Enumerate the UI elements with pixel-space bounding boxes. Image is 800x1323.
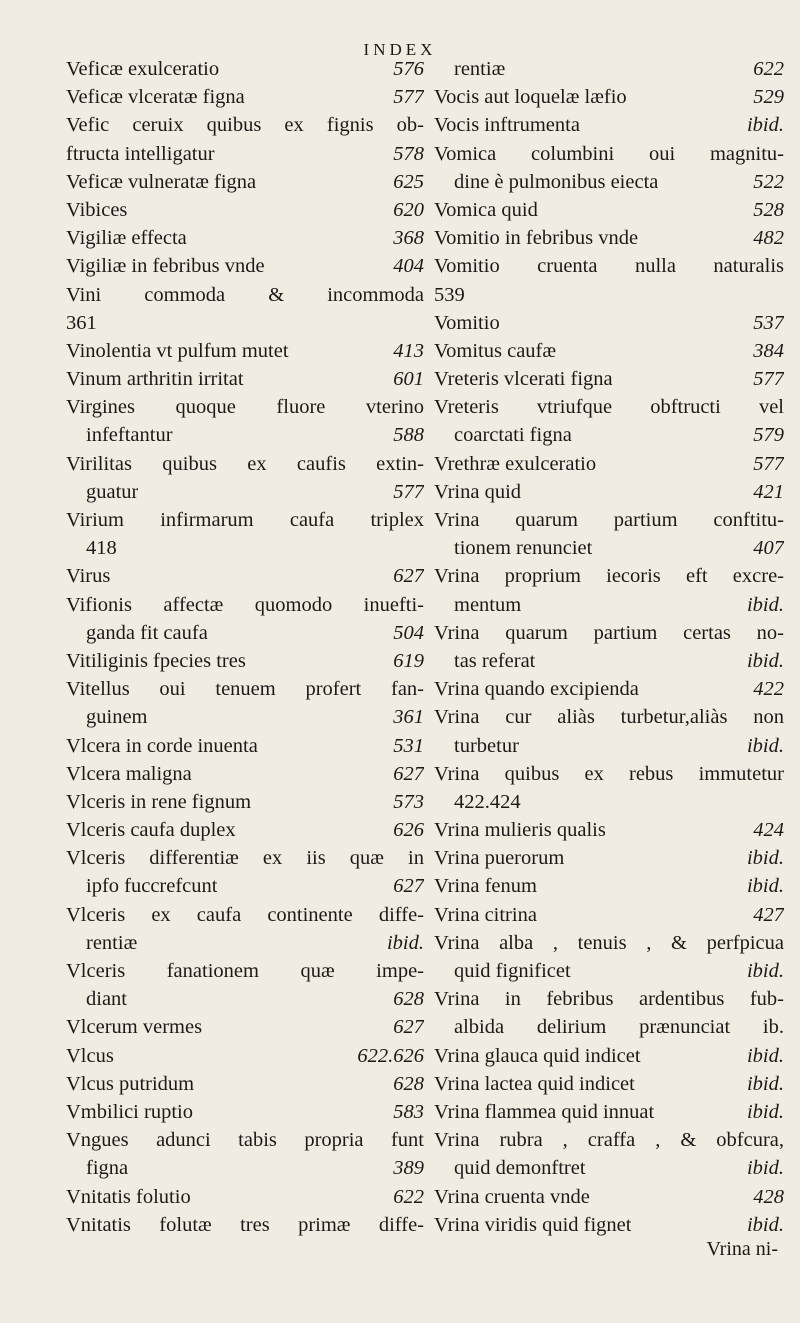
entry-text: rentiæ (454, 58, 506, 80)
index-entry-line (434, 1126, 784, 1154)
entry-text: Vnitatis folutæ tres primæ diffe- (66, 1213, 424, 1236)
index-entry-line (66, 816, 424, 844)
entry-text: Virus (66, 565, 111, 588)
index-entry-line (66, 1070, 424, 1098)
entry-text: guinem (86, 706, 148, 729)
page-reference: 627 (393, 875, 424, 898)
entry-text: Vomitus caufæ (434, 339, 557, 362)
entry-text: ftructa intelligatur (66, 142, 215, 165)
index-entry-line (434, 703, 784, 731)
page-reference: ibid. (746, 734, 784, 757)
entry-text: dine è pulmonibus eiecta (454, 170, 659, 193)
index-entry-line (434, 760, 784, 788)
page-reference: 522 (753, 170, 784, 193)
index-entry-line (66, 506, 424, 534)
entry-text: Vlcera maligna (66, 762, 192, 785)
entry-text: Vrina flammea quid innuat (434, 1100, 655, 1123)
index-entry-line (434, 224, 784, 252)
entry-text: Vrina quibus ex rebus immutetur (434, 762, 784, 785)
index-entry-line (434, 337, 784, 365)
index-entry-line (434, 562, 784, 590)
index-entry-line (434, 788, 784, 816)
entry-text: Vinum arthritin irritat (66, 368, 244, 391)
entry-text: Vini commoda & incommoda (66, 283, 424, 306)
index-entry-line (434, 619, 784, 647)
entry-text: mentum (454, 593, 522, 616)
page-reference: 577 (753, 452, 784, 475)
entry-text: Vrina proprium iecoris eft excre- (434, 565, 784, 588)
entry-text: tionem renunciet (454, 537, 593, 560)
index-entry-line (66, 1126, 424, 1154)
entry-text: Vrina quarum partium certas no- (434, 621, 784, 644)
page-reference: 421 (753, 480, 784, 503)
page-reference: 531 (393, 734, 424, 757)
page-reference: 577 (393, 480, 424, 503)
index-entry-line (434, 1042, 784, 1070)
index-entry-line (434, 957, 784, 985)
index-entry-line (66, 478, 424, 506)
entry-text: Vrina in febribus ardentibus fub- (434, 988, 784, 1011)
index-entry-line (66, 168, 424, 196)
entry-text: Vmbilici ruptio (66, 1100, 193, 1123)
index-entry-line (66, 647, 424, 675)
page-reference: 578 (393, 142, 424, 165)
index-entry-line (434, 506, 784, 534)
page-reference: 628 (393, 1072, 424, 1095)
page-reference: ibid. (746, 1157, 784, 1180)
entry-text: diant (86, 988, 127, 1011)
index-entry-line (66, 1013, 424, 1041)
entry-text: Vrina citrina (434, 903, 537, 926)
index-entry-line (66, 309, 424, 337)
page-reference: 579 (753, 424, 784, 447)
entry-text: Vngues adunci tabis propria funt (66, 1129, 424, 1152)
page-reference: ibid. (746, 960, 784, 982)
entry-text: Vigiliæ effecta (66, 227, 187, 250)
page-reference: 626 (393, 819, 424, 842)
entry-text: Vreteris vlcerati figna (434, 368, 613, 391)
entry-text: Vrina rubra , craffa , & obfcura, (434, 1129, 784, 1152)
index-entry-line (66, 140, 424, 168)
entry-text: Vomitio cruenta nulla naturalis (434, 255, 784, 278)
entry-text: Vlcerum vermes (66, 1016, 203, 1039)
index-entry-line (66, 732, 424, 760)
page-reference: ibid. (746, 593, 784, 616)
entry-text: Veficæ vulneratæ figna (66, 170, 257, 193)
index-entry-line (66, 844, 424, 872)
index-entry-line (434, 1211, 784, 1239)
index-entry-line (66, 83, 424, 111)
page-reference: ibid. (746, 1100, 784, 1123)
page-reference: ibid. (746, 1044, 784, 1067)
entry-text: Virgines quoque fluore vterino (66, 396, 424, 419)
page-reference: 577 (393, 86, 424, 109)
index-entry-line (434, 168, 784, 196)
entry-text: coarctati figna (454, 424, 572, 447)
entry-text: Vomica quid (434, 198, 538, 221)
page-reference: 428 (753, 1185, 784, 1208)
entry-text: Vrina cruenta vnde (434, 1185, 590, 1208)
index-entry-line (66, 1183, 424, 1211)
page-reference: ibid. (746, 114, 784, 137)
index-entry-line (434, 1154, 784, 1182)
page-reference: 413 (393, 339, 424, 362)
entry-text: Vrina mulieris qualis (434, 819, 606, 842)
index-entry-line (434, 591, 784, 619)
page-reference: 389 (393, 1157, 424, 1180)
index-entry-line (66, 365, 424, 393)
entry-text: Vlcus (66, 1044, 114, 1067)
entry-text: Vifionis affectæ quomodo inuefti- (66, 593, 424, 616)
index-entry-line (434, 450, 784, 478)
page-reference: 504 (393, 621, 424, 644)
entry-text: Vlceris differentiæ ex iis quæ in (66, 847, 424, 870)
index-entry-line (66, 1098, 424, 1126)
index-entry-line (434, 196, 784, 224)
index-entry-line (66, 55, 424, 83)
index-entry-line (434, 140, 784, 168)
entry-text: Vlcus putridum (66, 1072, 195, 1095)
index-entry-line (434, 83, 784, 111)
entry-text: Vlceris fanationem quæ impe- (66, 960, 424, 982)
index-entry-line (434, 55, 784, 83)
entry-text: Vrethræ exulceratio (434, 452, 597, 475)
entry-text: Vomitio in febribus vnde (434, 227, 639, 250)
index-entry-line (66, 985, 424, 1013)
index-entry-line (434, 421, 784, 449)
entry-text: ipfo fuccrefcunt (86, 875, 218, 898)
index-entry-line (434, 647, 784, 675)
page-reference: 384 (753, 339, 784, 362)
entry-text: rentiæ (86, 931, 138, 954)
index-entry-line (434, 1098, 784, 1126)
entry-text: Vefic ceruix quibus ex fignis ob- (66, 114, 424, 137)
entry-text: turbetur (454, 734, 519, 757)
entry-text: Vlceris ex caufa continente diffe- (66, 903, 424, 926)
left-column (66, 55, 424, 1239)
page-reference: 622.626 (357, 1044, 424, 1067)
index-entry-line (434, 252, 784, 280)
entry-text: 539 (434, 283, 465, 306)
entry-text: Vlceris caufa duplex (66, 819, 236, 842)
page-reference: 619 (393, 649, 424, 672)
page-reference: 482 (753, 227, 784, 250)
running-header: INDEX (363, 40, 437, 59)
entry-text: Virium infirmarum caufa triplex (66, 509, 424, 531)
entry-text: quid demonftret (454, 1157, 586, 1180)
index-entry-line (434, 844, 784, 872)
page-reference: 583 (393, 1100, 424, 1123)
entry-text: tas referat (454, 649, 536, 672)
index-entry-line (434, 985, 784, 1013)
index-entry-line (434, 929, 784, 957)
index-entry-line (434, 393, 784, 421)
page-reference: 537 (753, 311, 784, 334)
index-entry-line (66, 252, 424, 280)
index-entry-line (434, 111, 784, 139)
index-entry-line (434, 1070, 784, 1098)
entry-text: Vrina quarum partium conftitu- (434, 509, 784, 531)
page-reference: ibid. (746, 1213, 784, 1236)
page-reference: ibid. (746, 875, 784, 898)
index-entry-line (66, 1042, 424, 1070)
index-entry-line (66, 111, 424, 139)
index-entry-line (434, 901, 784, 929)
page-reference: 625 (393, 170, 424, 193)
entry-text: Vrina lactea quid indicet (434, 1072, 635, 1095)
index-entry-line (434, 478, 784, 506)
page-reference: 601 (393, 368, 424, 391)
entry-text: Vomica columbini oui magnitu- (434, 142, 784, 165)
index-entry-line (434, 675, 784, 703)
page-reference: ibid. (746, 847, 784, 870)
page-reference: 529 (753, 86, 784, 109)
page-reference: 404 (393, 255, 424, 278)
page-reference: 427 (753, 903, 784, 926)
page-reference: 627 (393, 565, 424, 588)
page-reference: 622 (393, 1185, 424, 1208)
catchword: Vrina ni- (706, 1238, 778, 1260)
index-entry-line (66, 1211, 424, 1239)
entry-text: Vitellus oui tenuem profert fan- (66, 678, 424, 701)
entry-text: 418 (86, 537, 117, 560)
page-reference: 368 (393, 227, 424, 250)
page-reference: ibid. (746, 649, 784, 672)
entry-text: Vrina puerorum (434, 847, 565, 870)
page-reference: 577 (753, 368, 784, 391)
entry-text: infeftantur (86, 424, 173, 447)
index-entry-line (434, 365, 784, 393)
entry-text: Vlcera in corde inuenta (66, 734, 258, 757)
entry-text: Vinolentia vt pulfum mutet (66, 339, 289, 362)
index-entry-line (66, 957, 424, 985)
index-entry-line (434, 1013, 784, 1041)
index-entry-line (66, 450, 424, 478)
page-reference: 620 (393, 198, 424, 221)
page-reference: 622 (753, 58, 784, 80)
index-entry-line (66, 901, 424, 929)
page-reference: 424 (753, 819, 784, 842)
entry-text: ganda fit caufa (86, 621, 208, 644)
index-entry-line (66, 281, 424, 309)
page-reference: 407 (753, 537, 784, 560)
index-entry-line (66, 788, 424, 816)
index-entry-line (66, 534, 424, 562)
entry-text: Vrina fenum (434, 875, 537, 898)
entry-text: Vrina cur aliàs turbetur,aliàs non (434, 706, 784, 729)
page-reference: 627 (393, 1016, 424, 1039)
index-entry-line (66, 619, 424, 647)
index-entry-line (434, 309, 784, 337)
page-reference: 361 (393, 706, 424, 729)
entry-text: Veficæ exulceratio (66, 58, 220, 80)
index-entry-line (66, 562, 424, 590)
index-entry-line (434, 534, 784, 562)
index-entry-line (434, 1183, 784, 1211)
entry-text: Vrina quando excipienda (434, 678, 639, 701)
index-entry-line (66, 703, 424, 731)
index-entry-line (66, 929, 424, 957)
page-reference: ibid. (746, 1072, 784, 1095)
index-entry-line (434, 281, 784, 309)
index-entry-line (66, 760, 424, 788)
index-entry-line (66, 591, 424, 619)
page-reference: 528 (753, 198, 784, 221)
index-entry-line (66, 675, 424, 703)
entry-text: Vrina alba , tenuis , & perfpicua (434, 931, 784, 954)
entry-text: quid fignificet (454, 960, 571, 982)
entry-text: 422.424 (454, 790, 521, 813)
entry-text: Vrina viridis quid fignet (434, 1213, 632, 1236)
entry-text: Virilitas quibus ex caufis extin- (66, 452, 424, 475)
entry-text: Vreteris vtriufque obftructi vel (434, 396, 784, 419)
entry-text: Vrina quid (434, 480, 522, 503)
index-entry-line (66, 1154, 424, 1182)
entry-text: Veficæ vlceratæ figna (66, 86, 245, 109)
index-entry-line (66, 872, 424, 900)
index-entry-line (66, 196, 424, 224)
index-entry-line (66, 224, 424, 252)
page-reference: ibid. (386, 931, 424, 954)
entry-text: Vitiliginis fpecies tres (66, 649, 246, 672)
entry-text: figna (86, 1157, 129, 1180)
page-reference: 628 (393, 988, 424, 1011)
index-entry-line (434, 816, 784, 844)
page-reference: 588 (393, 424, 424, 447)
entry-text: Vlceris in rene fignum (66, 790, 252, 813)
right-column (434, 55, 784, 1239)
entry-text: Vocis aut loquelæ læfio (434, 86, 627, 109)
entry-text: Vrina glauca quid indicet (434, 1044, 641, 1067)
entry-text: Vnitatis folutio (66, 1185, 191, 1208)
entry-text: Vigiliæ in febribus vnde (66, 255, 265, 278)
entry-text: 361 (66, 311, 97, 334)
entry-text: Vibices (66, 198, 128, 221)
entry-text: Vomitio (434, 311, 500, 334)
entry-text: Vocis inftrumenta (434, 114, 580, 137)
entry-text: guatur (86, 480, 139, 503)
index-entry-line (66, 421, 424, 449)
entry-text: albida delirium prænunciat ib. (454, 1016, 784, 1039)
index-entry-line (66, 393, 424, 421)
page-reference: 627 (393, 762, 424, 785)
page-reference: 573 (393, 790, 424, 813)
index-entry-line (66, 337, 424, 365)
page-reference: 422 (753, 678, 784, 701)
page-reference: 576 (393, 58, 424, 80)
index-entry-line (434, 872, 784, 900)
index-entry-line (434, 732, 784, 760)
